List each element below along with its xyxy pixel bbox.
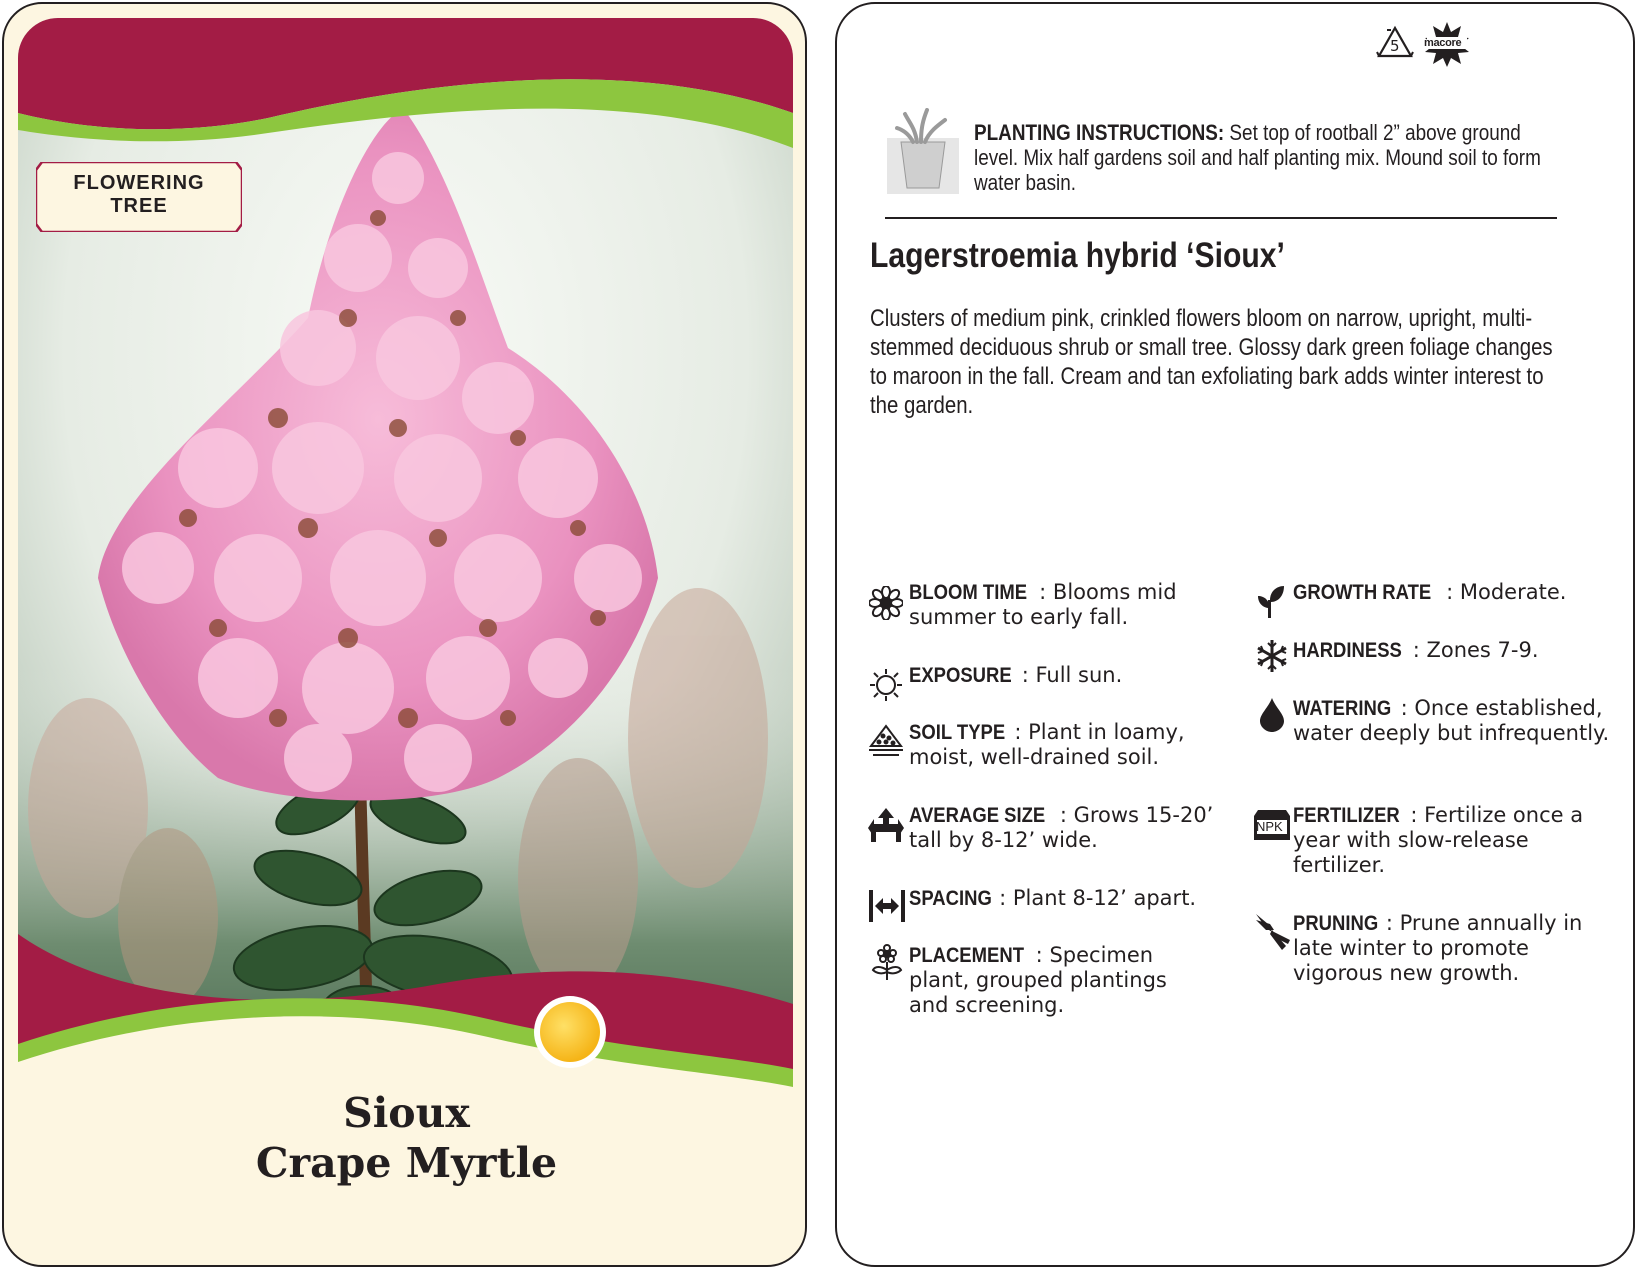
water-drop-icon [1260,698,1284,732]
plant-description: Clusters of medium pink, crinkled flowers bloom on narrow, upright, multi-stemmed deciduous shrub or small tree. Glossy dark green foliage changes to maroon in the fall. Cream and tan exfoliating bark adds winter interest to the garden. [870,305,1553,419]
potted-plant-icon [887,108,959,194]
attr-fertilizer: FERTILIZER : Fertilize once a year with slow-release fertilizer. [1293,803,1584,877]
soil-icon [867,722,905,758]
npk-text: NPK [1256,819,1283,834]
badge-text: FLOWERING TREE [73,172,205,217]
plant-tag-back [835,2,1635,1267]
attr-label: HARDINESS [1293,639,1402,662]
flower-icon [869,586,903,620]
attr-value: Grows 15-20’ tall by 8-12’ wide. [909,803,1214,852]
attr-label: WATERING [1293,697,1392,720]
attr-value: Blooms mid summer to early fall. [909,580,1177,629]
attr-label: SPACING [909,887,992,910]
pruners-icon [1254,912,1290,952]
attr-value: Moderate. [1459,580,1567,604]
attr-value: Zones 7-9. [1426,638,1539,662]
attr-placement: PLACEMENT : Specimen plant, grouped plantings and screening. [909,943,1167,1017]
plant-tag-front [2,2,807,1267]
attr-spacing: SPACING : Plant 8-12’ apart. [909,886,1197,910]
divider-line [885,217,1557,219]
attr-label: GROWTH RATE [1293,581,1432,604]
attr-label: BLOOM TIME [909,581,1028,604]
macore-logo [1423,20,1471,68]
attr-value: Once established, water deeply but infrequently. [1293,696,1610,745]
attr-value: Specimen plant, grouped plantings and screening. [909,943,1167,1017]
flowering-tree-badge [36,162,242,232]
attr-exposure: EXPOSURE : Full sun. [909,663,1123,687]
attr-label: PLACEMENT [909,944,1024,967]
recycle-icon [1375,24,1415,64]
npk-icon [1254,806,1290,840]
attr-watering: WATERING : Once established, water deeply but infrequently. [1293,696,1610,745]
planting-label: PLANTING INSTRUCTIONS: [974,120,1225,145]
attr-value: Plant in loamy, moist, well-drained soil. [909,720,1185,769]
attr-hardiness: HARDINESS : Zones 7-9. [1293,638,1539,662]
attr-value: Plant 8-12’ apart. [1012,886,1197,910]
attr-bloom-time: BLOOM TIME : Blooms mid summer to early fall. [909,580,1177,629]
common-name-line1: Sioux [343,1089,470,1137]
attr-label: FERTILIZER [1293,804,1400,827]
attr-value: Fertilize once a year with slow-release fertilizer. [1293,803,1584,877]
attr-value: Prune annually in late winter to promote vigorous new growth. [1293,911,1583,985]
attr-average-size: AVERAGE SIZE : Grows 15-20’ tall by 8-12’ wide. [909,803,1214,852]
planting-instructions [974,120,1559,195]
sun-icon [532,994,608,1070]
sun-outline-icon [869,668,903,702]
attr-label: PRUNING [1293,912,1379,935]
attr-pruning: PRUNING : Prune annually in late winter to promote vigorous new growth. [1293,911,1583,985]
scientific-name: Lagerstroemia hybrid ‘Sioux’ [870,236,1285,275]
sprout-icon [1254,582,1288,618]
snowflake-icon [1254,638,1290,674]
attr-growth-rate: GROWTH RATE : Moderate. [1293,580,1567,604]
common-name-line2: Crape Myrtle [255,1139,558,1187]
recycle-number: 5 [1390,37,1400,55]
placement-flower-icon [869,944,905,982]
attr-label: EXPOSURE [909,664,1012,687]
size-arrows-icon [868,806,904,842]
brand-text: macore [1424,37,1462,49]
spacing-arrows-icon [869,888,905,924]
attr-value: Full sun. [1035,663,1123,687]
planting-text: Set top of rootball 2” above ground level. Mix half gardens soil and half planting mix. Mound soil to form water basin. [974,120,1541,195]
attr-label: SOIL TYPE [909,721,1006,744]
attr-label: AVERAGE SIZE [909,804,1046,827]
attr-soil-type: SOIL TYPE : Plant in loamy, moist, well-drained soil. [909,720,1185,769]
